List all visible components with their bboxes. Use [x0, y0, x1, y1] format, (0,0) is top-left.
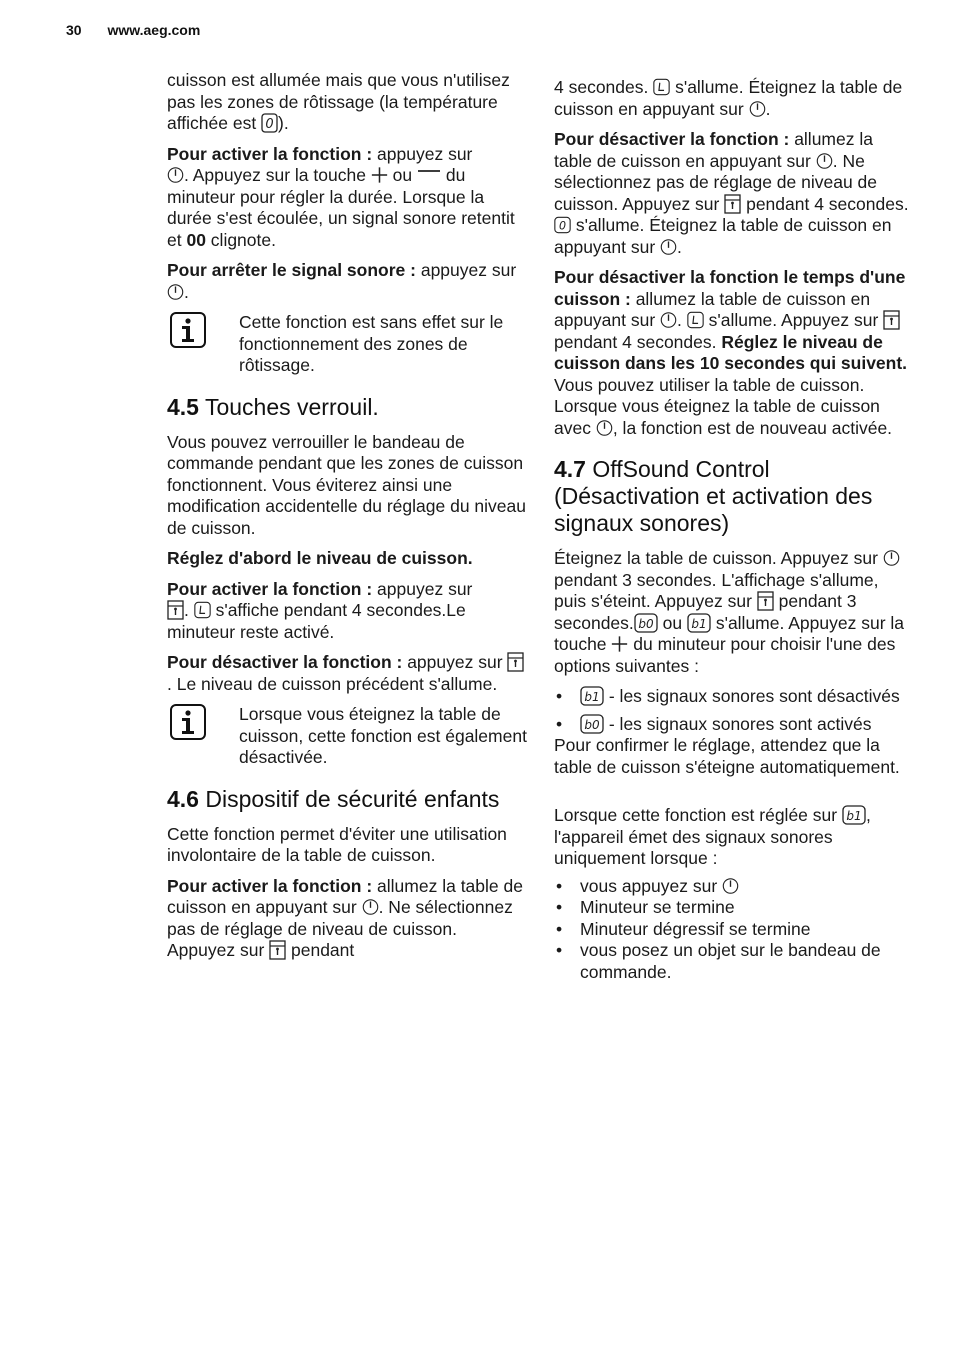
lock-key-icon	[269, 940, 286, 960]
display-0-icon	[261, 113, 278, 133]
section-4-5-instruction: Réglez d'abord le niveau de cuisson.	[167, 548, 473, 568]
right-column	[554, 77, 914, 991]
power-icon	[167, 282, 184, 302]
info-note	[167, 312, 527, 377]
page-number: 30	[66, 22, 82, 38]
power-icon	[749, 99, 766, 119]
section-heading-4-6: 4.6 Dispositif de sécurité enfants	[167, 785, 500, 812]
info-note-text: Cette fonction est sans effet sur le fonctionnement des zones de rôtissage.	[239, 312, 504, 375]
svg-text:0: 0	[265, 117, 274, 132]
sound-options-list	[554, 686, 914, 735]
lock-key-icon	[507, 652, 524, 672]
stop-signal-paragraph: Pour arrêter le signal sonore : appuyez sur .	[167, 260, 517, 302]
section-4-5-intro: Vous pouvez verrouiller le bandeau de commande pendant que les zones de cuisson fonctionnent. Vous éviterez ainsi une modification accidentelle du réglage du niveau de cuisson.	[167, 431, 526, 538]
lock-key-icon	[883, 310, 900, 330]
section-heading-4-7: 4.7 OffSound Control (Désactivation et activation des signaux sonores)	[554, 456, 873, 536]
svg-text:b0: • b0	[584, 717, 600, 732]
display-b1-icon	[687, 613, 711, 633]
svg-text:b1: b1	[846, 809, 862, 823]
sound-conditions-list	[554, 876, 914, 984]
list-item: • Minuteur dégressif se termine	[554, 919, 914, 941]
plus-icon	[371, 165, 388, 185]
info-icon	[170, 704, 206, 740]
lock-key-icon	[167, 600, 184, 620]
power-icon	[596, 418, 613, 438]
child-lock-deactivate-paragraph: Pour désactiver la fonction : allumez la table de cuisson en appuyant sur . Ne sélectionnez pas de réglage de niveau de cuisson. Appuyez sur pendant 4 secondes. 0 s'allume. Éteignez la table de cuisson en appuyant sur .	[554, 129, 909, 257]
info-note-text: Lorsque vous éteignez la table de cuisson, cette fonction est également désactivée.	[239, 704, 527, 767]
activate-timer-paragraph: Pour activer la fonction : appuyez sur . Appuyez sur la touche ou du minuteur pour régler la durée. Lorsque la durée s'est écoulée, un signal sonore retentit et 00 clignote.	[167, 143, 515, 250]
plus-icon	[611, 634, 628, 654]
display-L-icon	[194, 600, 211, 620]
info-icon	[170, 312, 206, 348]
website-url[interactable]: www.aeg.com	[107, 22, 201, 38]
power-icon	[362, 897, 379, 917]
display-L-icon	[653, 77, 670, 97]
info-note	[167, 704, 527, 769]
power-icon	[883, 548, 900, 568]
offsound-instructions: Éteignez la table de cuisson. Appuyez sur pendant 3 secondes. L'affichage s'allume, puis s'éteint. Appuyez sur pendant 3 secondes. b0 ou b1 s'allume. Appuyez sur la touche du minuteur pour choisir l'une des options suivantes :	[554, 548, 905, 676]
lock-activate-paragraph: Pour activer la fonction : appuyez sur . s'affiche pendant 4 secondes.Le minuteur reste activé.	[167, 578, 473, 642]
display-b0-icon	[634, 613, 658, 633]
display-0-icon	[554, 215, 571, 235]
child-lock-activate-paragraph: Pour activer la fonction : allumez la table de cuisson en appuyant sur . Ne sélectionnez pas de réglage de niveau de cuisson. Appuyez sur pendant	[167, 875, 523, 960]
lock-key-icon	[757, 591, 774, 611]
svg-text:b1: • b1	[584, 690, 600, 704]
list-item: • vous appuyez sur	[554, 876, 914, 898]
page-header	[66, 22, 200, 38]
lock-deactivate-paragraph: Pour désactiver la fonction : appuyez sur . Le niveau de cuisson précédent s'allume.	[167, 652, 527, 695]
spacer	[554, 787, 914, 805]
svg-text:b0: b0	[638, 616, 654, 631]
power-icon	[660, 310, 677, 330]
list-item: • vous posez un objet sur le bandeau de commande.	[554, 940, 914, 983]
list-item: • Minuteur se termine	[554, 897, 914, 919]
child-lock-continued-paragraph: 4 secondes. s'allume. Éteignez la table de cuisson en appuyant sur .	[554, 77, 903, 119]
power-icon	[167, 165, 184, 185]
svg-text:b1: b1	[691, 616, 707, 631]
lock-key-icon	[724, 194, 741, 214]
section-heading-4-5: 4.5 Touches verrouil.	[167, 393, 379, 420]
power-icon	[660, 237, 677, 257]
power-icon	[722, 876, 739, 896]
b1-condition-paragraph: Lorsque cette fonction est réglée sur b1 , l'appareil émet des signaux sonores uniquement lorsque :	[554, 805, 871, 868]
intro-paragraph: cuisson est allumée mais que vous n'utilisez pas les zones de rôtissage (la température affichée est 0 ).	[167, 70, 510, 133]
confirm-paragraph: Pour confirmer le réglage, attendez que la table de cuisson s'éteigne automatiquement.	[554, 735, 900, 777]
left-column	[167, 70, 527, 971]
display-b1-icon	[842, 805, 866, 825]
section-4-6-intro: Cette fonction permet d'éviter une utilisation involontaire de la table de cuisson.	[167, 823, 507, 865]
svg-text:0: 0	[558, 219, 567, 233]
list-item: • b0 - les signaux sonores sont activés	[554, 714, 914, 736]
temporary-deactivate-paragraph: Pour désactiver la fonction le temps d'une cuisson : allumez la table de cuisson en appuyant sur . s'allume. Appuyez sur pendant 4 secondes. Réglez le niveau de cuisson dans les 10 secondes qui suivent. Vous pouvez utiliser la table de cuisson. Lorsque vous éteignez la table de cuisson avec , la fonction est de nouveau activée.	[554, 267, 908, 438]
display-b1-icon	[580, 686, 604, 706]
list-item: • b1 - les signaux sonores sont désactivés	[554, 686, 914, 708]
minus-icon	[417, 165, 441, 185]
display-L-icon	[687, 310, 704, 330]
power-icon	[816, 151, 833, 171]
display-b0-icon	[580, 714, 604, 734]
